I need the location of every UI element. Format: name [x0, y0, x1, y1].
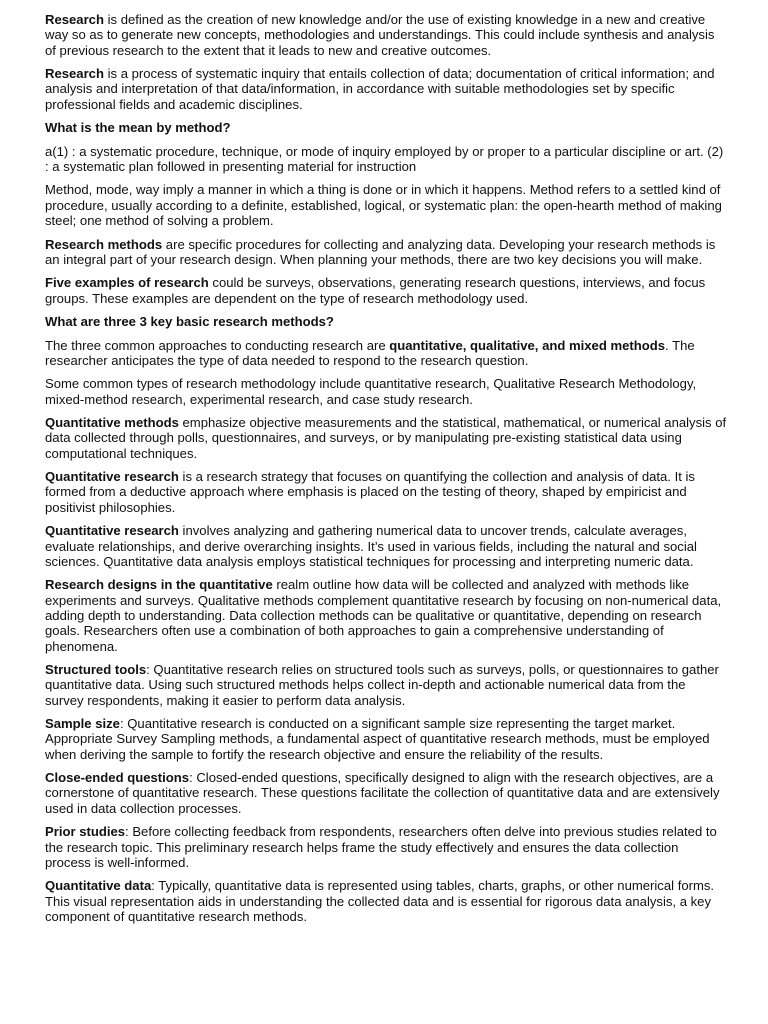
- term-research: Research: [45, 66, 104, 82]
- paragraph-text: is defined as the creation of new knowledge and/or the use of existing knowledge in a new and creative way so as to generate new concepts, methodologies and understandings. This could include synthesis and analysis of previous research to the extent that it leads to new and creative outcomes.: [45, 12, 715, 58]
- paragraph-text: : Quantitative research relies on structured tools such as surveys, polls, or questionnaires to gather quantitative data. Using such structured methods helps collect in-depth and actionable numerical data from the survey respondents, making it easier to perform data analysis.: [45, 662, 719, 708]
- paragraph-prior-studies: [45, 824, 727, 870]
- heading-text: What is the mean by method?: [45, 120, 231, 136]
- paragraph-close-ended-questions: [45, 770, 727, 816]
- paragraph-text: : Typically, quantitative data is represented using tables, charts, graphs, or other numerical forms. This visual representation aids in understanding the collected data and is essential for rigorous data analysis, a key component of quantitative research methods.: [45, 878, 715, 924]
- paragraph-text: : Before collecting feedback from respondents, researchers often delve into previous studies related to the research topic. This preliminary research helps frame the study effectively and ensures the data collection process is well-informed.: [45, 824, 717, 870]
- paragraph-research-designs: [45, 577, 727, 653]
- paragraph-method-mode-way: [45, 182, 727, 228]
- paragraph-text: a(1) : a systematic procedure, technique, or mode of inquiry employed by or proper to a particular discipline or art. (2) : a systematic plan followed in presenting material for instruction: [45, 143, 724, 174]
- paragraph-text: emphasize objective measurements and the statistical, mathematical, or numerical analysis of data collected through polls, questionnaires, and surveys, or by manipulating pre-existing statistical data using computational techniques.: [45, 415, 727, 461]
- paragraph-text: : Quantitative research is conducted on a significant sample size representing the target market. Appropriate Survey Sampling methods, a fundamental aspect of quantitative research methods, must be employed when deriving the sample to fortify the research objective and ensure the reliability of the results.: [45, 716, 710, 762]
- term-prior-studies: Prior studies: [45, 824, 126, 840]
- term-five-examples: Five examples of research: [45, 275, 209, 291]
- paragraph-research-definition: [45, 12, 727, 58]
- paragraph-text: could be surveys, observations, generating research questions, interviews, and focus groups. These examples are dependent on the type of research methodology used.: [45, 275, 706, 306]
- term-sample-size: Sample size: [45, 716, 120, 732]
- paragraph-text: Method, mode, way imply a manner in which a thing is done or in which it happens. Method refers to a settled kind of procedure, usually according to a definite, established, logical, or systematic plan: the open-hearth method of making steel; one method of solving a problem.: [45, 182, 722, 229]
- paragraph-quantitative-methods: [45, 415, 727, 461]
- paragraph-quantitative-research-analysis: [45, 523, 727, 569]
- term-research-methods: Research methods: [45, 236, 163, 252]
- paragraph-common-types: [45, 376, 727, 407]
- paragraph-quantitative-data: [45, 878, 727, 924]
- term-research-designs: Research designs in the quantitative: [45, 577, 273, 593]
- document-page: [45, 12, 727, 932]
- term-close-ended-questions: Close-ended questions: [45, 770, 190, 786]
- paragraph-text: involves analyzing and gathering numerical data to uncover trends, calculate averages, evaluate relationships, and derive overarching insights. It’s used in various fields, including the natural and social sciences. Quantitative data analysis employs statistical techniques for processing and interpreting numeric data.: [45, 523, 697, 569]
- paragraph-text: . The researcher anticipates the type of data needed to respond to the research question.: [45, 337, 695, 368]
- term-quantitative-data: Quantitative data: [45, 878, 152, 894]
- heading-text: What are three 3 key basic research methods?: [45, 314, 334, 330]
- heading-three-key-methods: [45, 314, 727, 329]
- paragraph-structured-tools: [45, 662, 727, 708]
- paragraph-text: : Closed-ended questions, specifically designed to align with the research objectives, are a cornerstone of quantitative research. These questions facilitate the collection of quantitative data and are extensively used in data collection processes.: [45, 770, 720, 816]
- paragraph-text: The three common approaches to conducting research are: [45, 337, 390, 353]
- term-quantitative-research: Quantitative research: [45, 523, 179, 539]
- paragraph-research-process: [45, 66, 727, 112]
- heading-what-is-method: [45, 120, 727, 135]
- term-quantitative-research: Quantitative research: [45, 469, 179, 485]
- paragraph-text: realm outline how data will be collected and analyzed with methods like experiments and surveys. Qualitative methods complement quantitative research by focusing on non-numerical data, adding depth to understanding. Data collection methods can be qualitative or quantitative, depending on research goals. Researchers often use a combination of both approaches to gain a comprehensive understanding of phenomena.: [45, 577, 722, 654]
- paragraph-text: is a research strategy that focuses on quantifying the collection and analysis of data. It is formed from a deductive approach where emphasis is placed on the testing of theory, shaped by empiricist and positivist philosophies.: [45, 469, 695, 515]
- paragraph-quantitative-research-strategy: [45, 469, 727, 515]
- paragraph-research-methods: [45, 237, 727, 268]
- term-structured-tools: Structured tools: [45, 662, 147, 678]
- term-approaches: quantitative, qualitative, and mixed methods: [389, 337, 666, 353]
- paragraph-text: Some common types of research methodology include quantitative research, Qualitative Research Methodology, mixed-method research, experimental research, and case study research.: [45, 376, 697, 407]
- paragraph-five-examples: [45, 275, 727, 306]
- paragraph-three-approaches: [45, 338, 727, 369]
- paragraph-method-definition: [45, 144, 727, 175]
- paragraph-text: is a process of systematic inquiry that entails collection of data; documentation of critical information; and analysis and interpretation of that data/information, in accordance with suitable methodologies set by specific professional fields and academic disciplines.: [45, 66, 715, 112]
- term-quantitative-methods: Quantitative methods: [45, 415, 179, 431]
- paragraph-text: are specific procedures for collecting and analyzing data. Developing your research methods is an integral part of your research design. When planning your methods, there are two key decisions you will make.: [45, 236, 716, 267]
- term-research: Research: [45, 12, 104, 27]
- paragraph-sample-size: [45, 716, 727, 762]
